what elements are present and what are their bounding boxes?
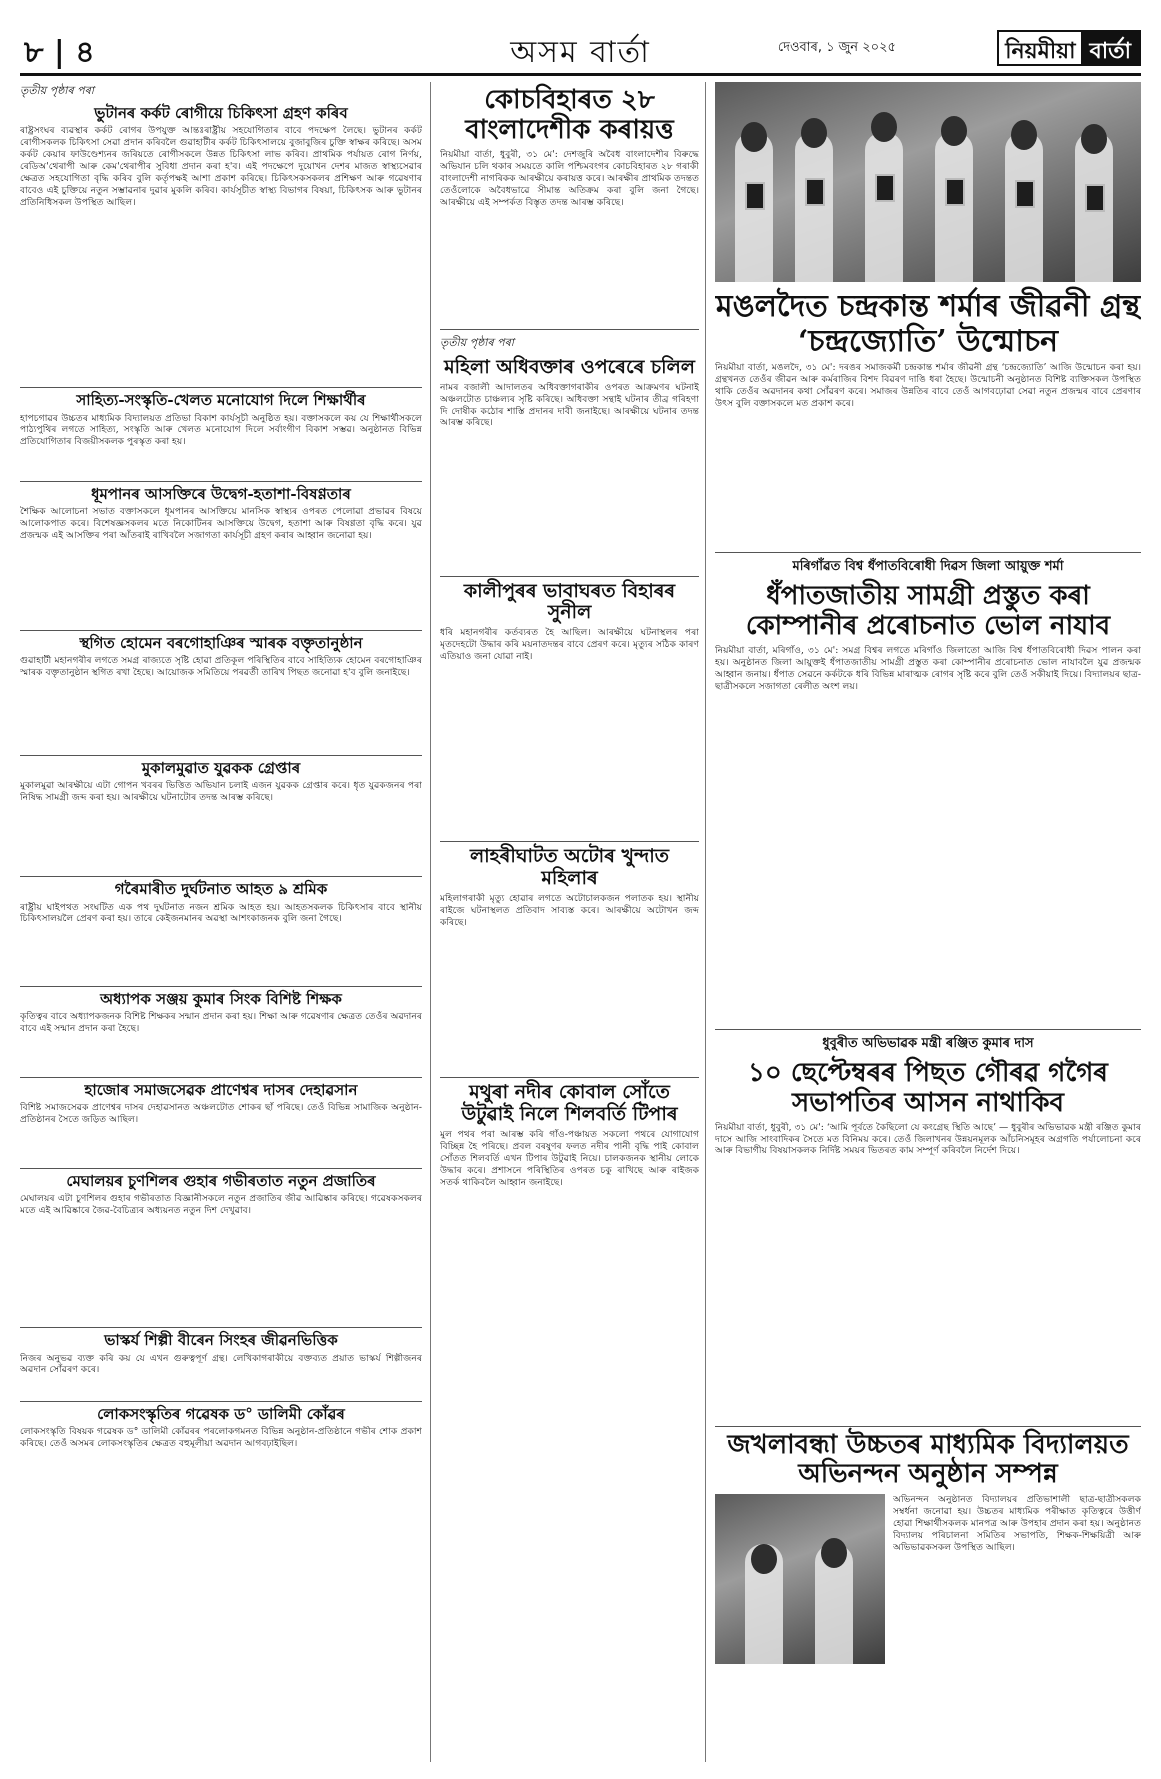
- page-number: ৮ | ৪: [24, 35, 95, 70]
- article-headline: ধূমপানৰ আসক্তিৰে উদ্বেগ-হতাশা-বিষণ্ণতাৰ: [91, 484, 351, 503]
- right-column: [715, 82, 1141, 1762]
- newspaper-logo: [997, 30, 1141, 66]
- article-body: লোকসংস্কৃতি বিষয়ক গৱেষক ড° ডালিমী কোঁৱৰৰ পৰলোকগমনত বিভিন্ন অনুষ্ঠান-প্ৰতিষ্ঠানে গভীৰ শোক প্ৰকাশ কৰিছে। তেওঁ অসমৰ লোকসংস্কৃতিৰ ক্ষেত্ৰত বহুমূলীয়া অৱদান আগবঢ়াইছিল।: [20, 1425, 422, 1449]
- article-body: নিয়মীয়া বাৰ্তা, মঙলদৈ, ৩১ মে': দৰঙৰ সমাজকৰ্মী চন্দ্ৰকান্ত শৰ্মাৰ জীৱনী গ্ৰন্থ ‘চন্দ্ৰজ্যোতি’ আজি উন্মোচন কৰা হয়। গ্ৰন্থখনত তেওঁৰ জীৱন আৰু কৰ্মৰাজিৰ বিশদ বিৱৰণ দাঙি ধৰা হৈছে। উন্মোচনী অনুষ্ঠানত বিশিষ্ট ব্যক্তিসকল উপস্থিত থাকি তেওঁৰ অৱদানৰ কথা সোঁৱৰণ কৰে। সমাজৰ উন্নতিৰ বাবে তেওঁ আগবঢ়োৱা সেৱা নতুন প্ৰজন্মৰ বাবে প্ৰেৰণাৰ উৎস বুলি বক্তাসকলে মত প্ৰকাশ কৰে।: [715, 362, 1141, 409]
- logo-left: নিয়মীয়া: [1005, 38, 1076, 64]
- article-body: মুল পথৰ পৰা আৰম্ভ কৰি গাঁও-পঞ্চায়ত সকলো পথৰে যোগাযোগ বিচ্ছিন্ন হৈ পৰিছে। প্ৰবল বৰষুণৰ ফলত নদীৰ পানী বৃদ্ধি পাই কোবাল সোঁতত শিলবৰ্তি এখন টিপাৰ উটুৱাই নিয়ে। চালকজনক স্থানীয় লোকে উদ্ধাৰ কৰে। প্ৰশাসনে পৰিস্থিতিৰ ওপৰত চকু ৰাখিছে আৰু ৰাইজক সতৰ্ক থাকিবলৈ আহ্বান জনাইছে।: [440, 1128, 699, 1188]
- book-launch-photo: [715, 82, 1141, 282]
- article-body: নামৰ বজালী আদালতৰ অধিবক্তাগৰাকীৰ ওপৰত আক্ৰমণৰ ঘটনাই অঞ্চলটোত চাঞ্চল্যৰ সৃষ্টি কৰিছে। অধিবক্তা সন্থাই ঘটনাৰ তীব্ৰ গৰিহণা দি দোষীক কঠোৰ শাস্তি প্ৰদানৰ দাবী জনাইছে। আৰক্ষীয়ে ঘটনাৰ তদন্ত আৰম্ভ কৰিছে।: [440, 381, 699, 429]
- masthead: [20, 24, 1141, 76]
- article-body: শৈক্ষিক আলোচনা সভাত বক্তাসকলে ধূমপানৰ আসক্তিয়ে মানসিক স্বাস্থ্যৰ ওপৰত পেলোৱা প্ৰভাৱৰ বিষয়ে আলোকপাত কৰে। বিশেষজ্ঞসকলৰ মতে নিকোটিনৰ আসক্তিয়ে উদ্বেগ, হতাশা আৰু বিষণ্ণতা বৃদ্ধি কৰে। যুৱ প্ৰজন্মক এই আসক্তিৰ পৰা আঁতৰাই ৰাখিবলৈ সজাগতা কাৰ্যসূচী গ্ৰহণ কৰাৰ আহ্বান জনোৱা হয়।: [20, 505, 422, 541]
- article-headline: জখলাবন্ধা উচ্চতৰ মাধ্যমিক বিদ্যালয়ত অভিনন্দন অনুষ্ঠান সম্পন্ন: [727, 1429, 1129, 1490]
- article-body: নিজৰ অনুভৱ ব্যক্ত কৰি কয় যে এখন গুৰুত্বপূৰ্ণ গ্ৰন্থ। লেখিকাগৰাকীয়ে বক্তব্যত প্ৰয়াত ভাস্কৰ্য শিল্পীজনৰ অৱদান সোঁৱৰণ কৰে।: [20, 1352, 422, 1376]
- article-body: মুকালমুৱা আৰক্ষীয়ে এটা গোপন খবৰৰ ভিত্তিত অভিযান চলাই এজন যুৱকক গ্ৰেপ্তাৰ কৰে। ধৃত যুৱকজনৰ পৰা নিষিদ্ধ সামগ্ৰী জব্দ কৰা হয়। আৰক্ষীয়ে ঘটনাটোৰ তদন্ত আৰম্ভ কৰিছে।: [20, 780, 422, 804]
- middle-column: [440, 82, 706, 1762]
- article-body: ৰাষ্ট্ৰসংঘৰ ব্যৱস্থাৰ কৰ্কট ৰোগৰ উপযুক্ত আন্তঃৰাষ্ট্ৰীয় সহযোগিতাৰ বাবে পদক্ষেপ লৈছে। ভুটানৰ কৰ্কট ৰোগীসকলক চিকিৎসা সেৱা প্ৰদান কৰিবলৈ গুৱাহাটীৰ কৰ্কট চিকিৎসালয়ে বুজাবুজিৰ চুক্তি স্বাক্ষৰ কৰিছে। অসম কৰ্কট কেয়াৰ ফাউণ্ডেশ্যনৰ জৰিয়তে ৰোগীসকলে উন্নত চিকিৎসা লাভ কৰিব। প্ৰাথমিক পৰ্যায়ত ৰোগ নিৰ্ণয়, ৰেডিঅ'থেৰাপী আৰু কেম'থেৰাপীৰ সুবিধা প্ৰদান কৰা হ'ব। এই পদক্ষেপে দুয়োখন দেশৰ মাজত স্বাস্থ্যসেৱাৰ ক্ষেত্ৰত সহযোগিতা বৃদ্ধি কৰিব বুলি কৰ্তৃপক্ষই আশা প্ৰকাশ কৰিছে। চিকিৎসকসকলৰ প্ৰশিক্ষণ আৰু গৱেষণাৰ বাবেও এই চুক্তিয়ে নতুন সম্ভাৱনাৰ দুৱাৰ মুকলি কৰিব। কাৰ্যসূচীত স্বাস্থ্য বিভাগৰ বিষয়া, চিকিৎসক আৰু ভুটানৰ প্ৰতিনিধিসকল উপস্থিত আছিল।: [20, 125, 422, 208]
- article-body: হাপচগাৱৰ উচ্চতৰ মাধ্যমিক বিদ্যালয়ত প্ৰতিভা বিকাশ কাৰ্যসূচী অনুষ্ঠিত হয়। বক্তাসকলে কয় যে শিক্ষাৰ্থীসকলে পাঠ্যপুথিৰ লগতে সাহিত্য, সংস্কৃতি আৰু খেলত মনোযোগ দিলে সৰ্বাংগীণ বিকাশ সম্ভৱ। অনুষ্ঠানত বিভিন্ন প্ৰতিযোগিতাৰ বিজয়ীসকলক পুৰস্কৃত কৰা হয়।: [20, 412, 422, 448]
- article-body: কৃতিত্বৰ বাবে অধ্যাপকজনক বিশিষ্ট শিক্ষকৰ সন্মান প্ৰদান কৰা হয়। শিক্ষা আৰু গৱেষণাৰ ক্ষেত্ৰত তেওঁৰ অৱদানৰ বাবে এই সন্মান প্ৰদান কৰা হৈছে।: [20, 1010, 422, 1034]
- felicitation-photo: [715, 1494, 885, 1664]
- article-headline: ভুটানৰ কৰ্কট ৰোগীয়ে চিকিৎসা গ্ৰহণ কৰিব: [94, 104, 348, 122]
- continued-label: তৃতীয় পৃষ্ঠাৰ পৰা: [20, 84, 94, 97]
- issue-date: দেওবাৰ, ১ জুন ২০২৫: [777, 40, 896, 55]
- article-body: গুৱাহাটী মহানগৰীৰ লগতে সমগ্ৰ ৰাজ্যতে সৃষ্টি হোৱা প্ৰতিকূল পৰিস্থিতিৰ বাবে সাহিত্যিক হোমেন বৰগোহাঞিৰ স্মাৰক বক্তৃতানুষ্ঠান স্থগিত ৰখা হৈছে। আয়োজক সমিতিয়ে পৰৱৰ্তী তাৰিখ পিছত জনোৱা হ'ব বুলি জনাইছে।: [20, 655, 422, 678]
- article-kicker: ধুবুৰীত অভিভাৱক মন্ত্ৰী ৰঞ্জিত কুমাৰ দাস: [822, 1035, 1034, 1051]
- left-column: [20, 82, 431, 1762]
- article-headline: ১০ ছেপ্টেম্বৰৰ পিছত গৌৰৱ গগৈৰ সভাপতিৰ আসন নাথাকিব: [748, 1057, 1108, 1118]
- article-headline: মহিলা অধিবক্তাৰ ওপৰেৰে চলিল: [444, 355, 695, 378]
- article-kicker: মৰিগাঁৱত বিশ্ব ধঁপাতবিৰোধী দিৱস জিলা আয়ুক্ত শৰ্মা: [792, 559, 1064, 574]
- article-headline: সাহিত্য-সংস্কৃতি-খেলত মনোযোগ দিলে শিক্ষাৰ্থীৰ: [76, 391, 366, 410]
- article-body: ৰাষ্ট্ৰীয় ঘাইপথত সংঘটিত এক পথ দুৰ্ঘটনাত নজন শ্ৰমিক আহত হয়। আহতসকলক চিকিৎসাৰ বাবে স্থানীয় চিকিৎসালয়লৈ প্ৰেৰণ কৰা হয়। তাৰে কেইজনমানৰ অৱস্থা আশংকাজনক বুলি জনা গৈছে।: [20, 901, 422, 925]
- article-headline: মঙলদৈত চন্দ্ৰকান্ত শৰ্মাৰ জীৱনী গ্ৰন্থ ‘চন্দ্ৰজ্যোতি’ উন্মোচন: [715, 289, 1141, 359]
- section-title: অসম বাৰ্তা: [510, 35, 651, 70]
- logo-right: বাৰ্তা: [1081, 32, 1139, 64]
- article-headline: গৰৈমাৰীত দুৰ্ঘটনাত আহত ৯ শ্ৰমিক: [114, 880, 328, 899]
- article-headline: মেঘালয়ৰ চুণশিলৰ গুহাৰ গভীৰতাত নতুন প্ৰজাতিৰ: [66, 1172, 376, 1190]
- article-body: নিয়মীয়া বাৰ্তা, মৰিগাঁও, ৩১ মে': সমগ্ৰ বিশ্বৰ লগতে মৰিগাঁও জিলাতো আজি বিশ্ব ধঁপাতবিৰোধী দিৱস পালন কৰা হয়। অনুষ্ঠানত জিলা আয়ুক্তই ধঁপাতজাতীয় সামগ্ৰী প্ৰস্তুত কৰা কোম্পানীৰ প্ৰৰোচনাত ভোল নাযাবলৈ যুৱ প্ৰজন্মক আহ্বান জনায়। ধঁপাত সেৱনে কৰ্কটকে ধৰি বিভিন্ন মাৰাত্মক ৰোগৰ সৃষ্টি কৰে বুলি তেওঁ সকীয়াই দিয়ে। বিদ্যালয়ৰ ছাত্ৰ-ছাত্ৰীসকলে সজাগতা ৰেলীত অংশ লয়।: [715, 644, 1141, 692]
- article-headline: স্থগিত হোমেন বৰগোহাঞিৰ স্মাৰক বক্তৃতানুষ্ঠান: [79, 633, 363, 652]
- article-headline: লোকসংস্কৃতিৰ গৱেষক ড° ডালিমী কোঁৱৰ: [97, 1404, 345, 1423]
- article-body: নিয়মীয়া বাৰ্তা, ধুবুৰী, ৩১ মে': দেশজুৰি অবৈধ বাংলাদেশীৰ বিৰুদ্ধে অভিযান চলি থকাৰ সময়তে কালি পশ্চিমবংগৰ কোচবিহাৰত ২৮ গৰাকী বাংলাদেশী নাগৰিকক আৰক্ষীয়ে কৰায়ত্ত কৰে। আৰক্ষীৰ প্ৰাথমিক তদন্তত তেওঁলোকে অবৈধভাৱে সীমান্ত অতিক্ৰম কৰা বুলি জনা গৈছে। আৰক্ষীয়ে এই সম্পৰ্কত বিস্তৃত তদন্ত আৰম্ভ কৰিছে।: [440, 148, 699, 208]
- article-body: অভিনন্দন অনুষ্ঠানত বিদ্যালয়ৰ প্ৰতিভাশালী ছাত্ৰ-ছাত্ৰীসকলক সম্বৰ্ধনা জনোৱা হয়। উচ্চতৰ মাধ্যমিক পৰীক্ষাত কৃতিত্বৰে উত্তীৰ্ণ হোৱা শিক্ষাৰ্থীসকলক মানপত্ৰ আৰু উপহাৰ প্ৰদান কৰা হয়। অনুষ্ঠানত বিদ্যালয় পৰিচালনা সমিতিৰ সভাপতি, শিক্ষক-শিক্ষয়িত্ৰী আৰু অভিভাৱকসকল উপস্থিত আছিল।: [893, 1494, 1141, 1554]
- article-headline: কোচবিহাৰত ২৮ বাংলাদেশীক কৰায়ত্ত: [465, 85, 674, 145]
- continued-label: তৃতীয় পৃষ্ঠাৰ পৰা: [440, 335, 514, 349]
- article-body: মেঘালয়ৰ এটা চুণশিলৰ গুহাৰ গভীৰতাত বিজ্ঞানীসকলে নতুন প্ৰজাতিৰ জীৱ আৱিষ্কাৰ কৰিছে। গৱেষকসকলৰ মতে এই আৱিষ্কাৰে জৈৱ-বৈচিত্ৰ্যৰ অধ্যয়নত নতুন দিশ দেখুৱাব।: [20, 1193, 422, 1217]
- article-headline: অধ্যাপক সঞ্জয় কুমাৰ সিংক বিশিষ্ট শিক্ষক: [100, 989, 342, 1008]
- article-body: ধৰি মহানগৰীৰ কৰ্তব্যৰত হৈ আছিল। আৰক্ষীয়ে ঘটনাস্থলৰ পৰা মৃতদেহটো উদ্ধাৰ কৰি ময়নাতদন্তৰ বাবে প্ৰেৰণ কৰে। মৃত্যুৰ সঠিক কাৰণ এতিয়াও জনা যোৱা নাই।: [440, 627, 699, 663]
- article-headline: হাজোৰ সমাজসেৱক প্ৰাণেশ্বৰ দাসৰ দেহাৱসান: [84, 1080, 358, 1099]
- article-body: বিশিষ্ট সমাজসেৱক প্ৰাণেশ্বৰ দাসৰ দেহাৱসানত অঞ্চলটোত শোকৰ ছাঁ পৰিছে। তেওঁ বিভিন্ন সামাজিক অনুষ্ঠান-প্ৰতিষ্ঠানৰ সৈতে জড়িত আছিল।: [20, 1102, 422, 1125]
- article-headline: লাহৰীঘাটত অটোৰ খুন্দাত মহিলাৰ: [469, 845, 669, 890]
- article-body: নিয়মীয়া বাৰ্তা, ধুবুৰী, ৩১ মে': ‘আমি পূৰ্বতে কৈছিলো যে কংগ্ৰেছ স্থিতি আছে’ — ধুবুৰীৰ অভিভাৱক মন্ত্ৰী ৰঞ্জিত কুমাৰ দাসে আজি সাংবাদিকৰ সৈতে মত বিনিময় কৰে। তেওঁ জিলাখনৰ উন্নয়নমূলক আঁচনিসমূহৰ অগ্ৰগতি পৰ্যালোচনা কৰে আৰু বিভাগীয় বিষয়াসকলক নিৰ্দিষ্ট সময়ৰ ভিতৰত কাম সম্পূৰ্ণ কৰিবলৈ নিৰ্দেশ দিয়ে।: [715, 1121, 1141, 1157]
- article-headline: মথুৰা নদীৰ কোবাল সোঁতে উটুৱাই নিলে শিলবৰ্তি টিপাৰ: [461, 1081, 678, 1125]
- article-headline: ধঁপাতজাতীয় সামগ্ৰী প্ৰস্তুত কৰা কোম্পানীৰ প্ৰৰোচনাত ভোল নাযাব: [745, 581, 1111, 641]
- article-body: মহিলাগৰাকী মৃত্যু হোৱাৰ লগতে অটোচালকজন পলাতক হয়। স্থানীয় ৰাইজে ঘটনাস্থলত প্ৰতিবাদ সাব্যস্ত কৰে। আৰক্ষীয়ে অটোখন জব্দ কৰিছে।: [440, 893, 699, 928]
- article-headline: মুকালমুৱাত যুৱকক গ্ৰেপ্তাৰ: [141, 759, 301, 777]
- article-headline: কালীপুৰৰ ভাবাঘৰত বিহাৰৰ সুনীল: [463, 579, 676, 624]
- article-headline: ভাস্কৰ্য শিল্পী বীৰেন সিংহৰ জীৱনভিত্তিক: [104, 1331, 338, 1350]
